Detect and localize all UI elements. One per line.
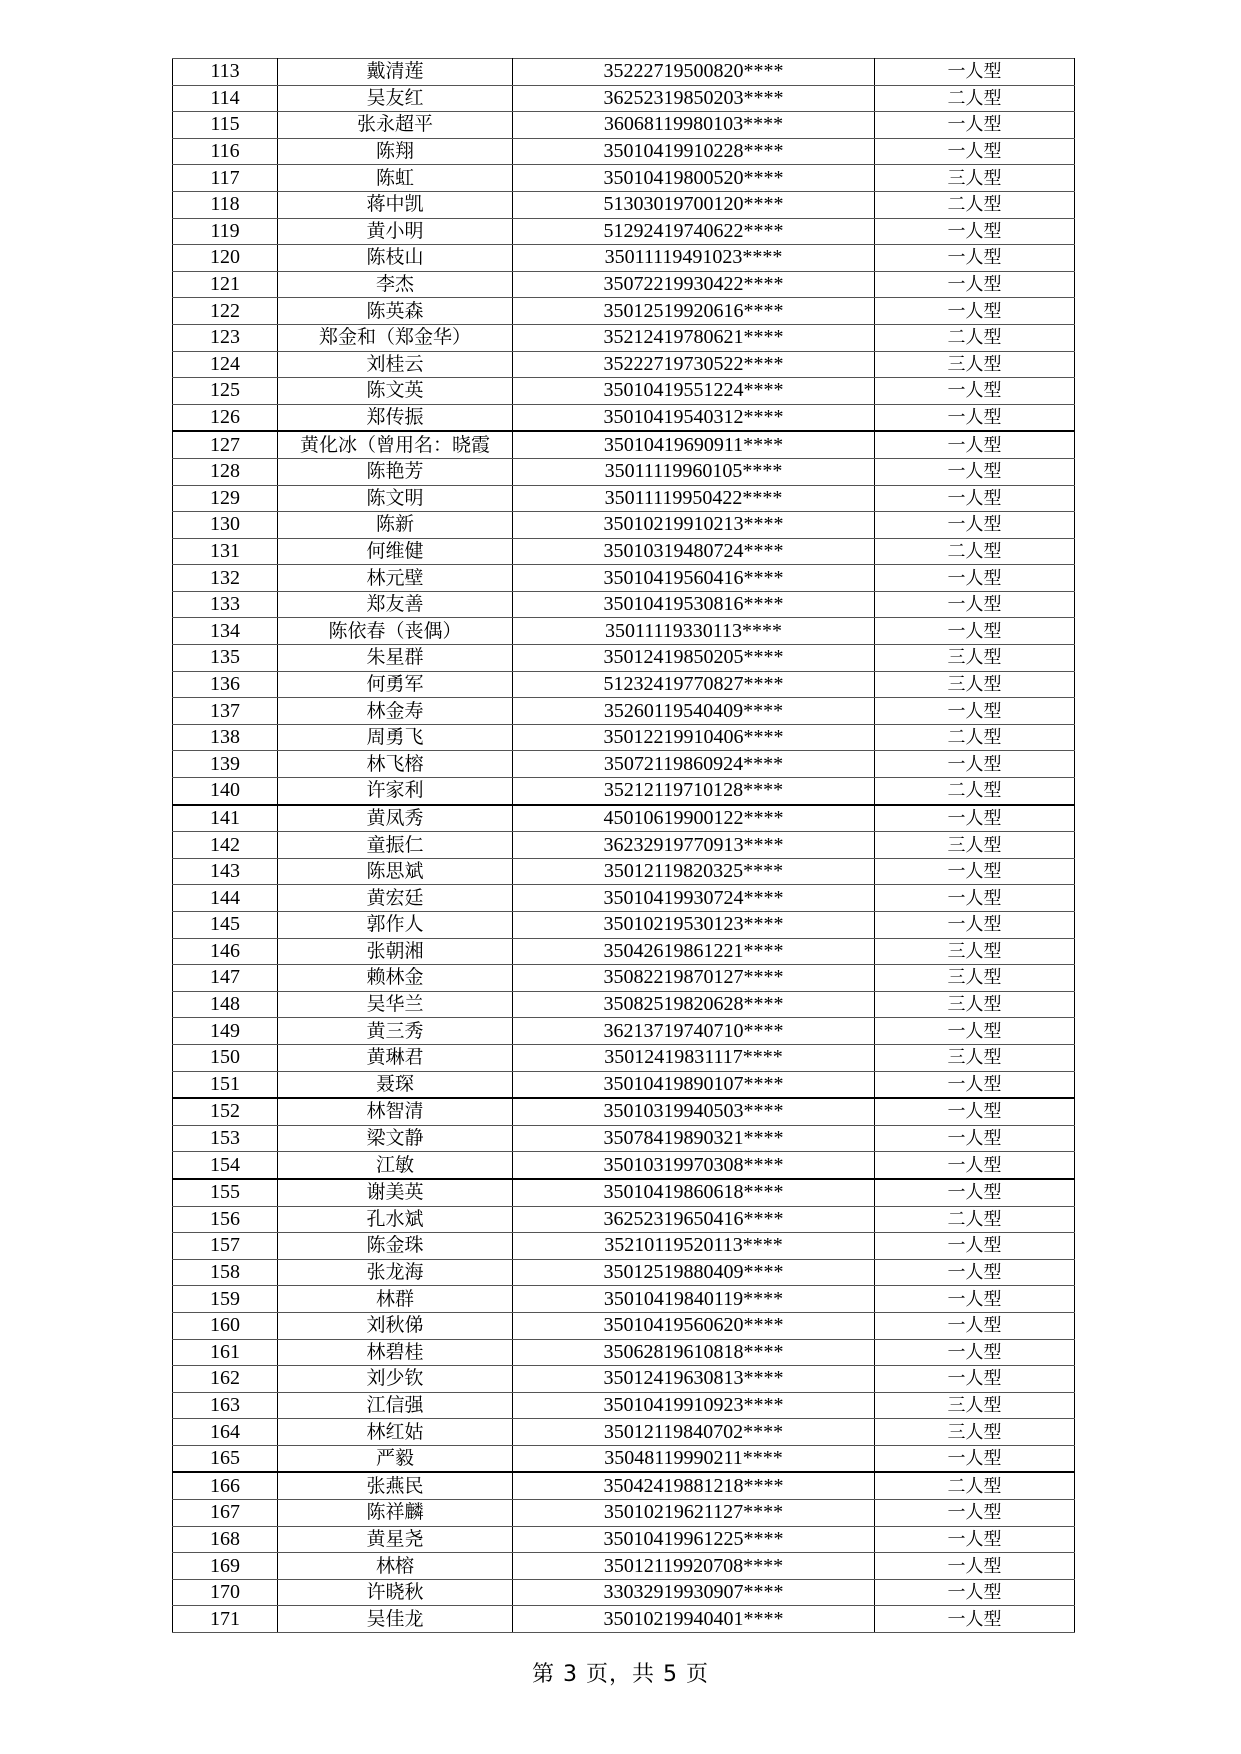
row-number-cell: 148	[173, 991, 278, 1018]
row-number-cell: 141	[173, 805, 278, 832]
table-row	[173, 1259, 1075, 1286]
table-row	[173, 778, 1075, 805]
household-type-cell: 一人型	[875, 1098, 1075, 1125]
household-type-cell: 一人型	[875, 112, 1075, 139]
household-type-cell: 三人型	[875, 1044, 1075, 1071]
row-number-cell: 170	[173, 1579, 278, 1606]
row-number-cell: 144	[173, 885, 278, 912]
name-cell: 林碧桂	[278, 1339, 513, 1366]
household-type-cell: 一人型	[875, 1366, 1075, 1393]
id-number-cell: 35012519880409****	[513, 1259, 875, 1286]
household-type-cell: 一人型	[875, 1339, 1075, 1366]
table-row	[173, 724, 1075, 751]
household-type-cell: 一人型	[875, 404, 1075, 431]
household-type-cell: 一人型	[875, 1500, 1075, 1527]
name-cell: 李杰	[278, 271, 513, 298]
row-number-cell: 129	[173, 485, 278, 512]
name-cell: 陈新	[278, 512, 513, 539]
name-cell: 林金寿	[278, 698, 513, 725]
household-type-cell: 一人型	[875, 1125, 1075, 1152]
name-cell: 张燕民	[278, 1472, 513, 1499]
name-cell: 陈艳芳	[278, 458, 513, 485]
table-row	[173, 1125, 1075, 1152]
row-number-cell: 153	[173, 1125, 278, 1152]
table-row	[173, 191, 1075, 218]
table-row	[173, 1366, 1075, 1393]
id-number-cell: 35012419831117****	[513, 1044, 875, 1071]
name-cell: 蒋中凯	[278, 191, 513, 218]
row-number-cell: 150	[173, 1044, 278, 1071]
household-type-cell: 一人型	[875, 1606, 1075, 1633]
name-cell: 郑金和（郑金华）	[278, 324, 513, 351]
name-cell: 郑传振	[278, 404, 513, 431]
id-number-cell: 35011119491023****	[513, 245, 875, 272]
row-number-cell: 158	[173, 1259, 278, 1286]
id-number-cell: 35012119840702****	[513, 1419, 875, 1446]
row-number-cell: 157	[173, 1233, 278, 1260]
id-number-cell: 36232919770913****	[513, 832, 875, 859]
row-number-cell: 134	[173, 618, 278, 645]
row-number-cell: 136	[173, 671, 278, 698]
row-number-cell: 152	[173, 1098, 278, 1125]
name-cell: 黄星尧	[278, 1526, 513, 1553]
name-cell: 江敏	[278, 1152, 513, 1179]
id-number-cell: 35048119990211****	[513, 1445, 875, 1472]
table-row	[173, 1553, 1075, 1580]
household-type-cell: 二人型	[875, 324, 1075, 351]
name-cell: 陈虹	[278, 165, 513, 192]
name-cell: 张永超平	[278, 112, 513, 139]
id-number-cell: 35011119960105****	[513, 458, 875, 485]
household-type-cell: 一人型	[875, 805, 1075, 832]
table-row	[173, 1044, 1075, 1071]
household-type-cell: 一人型	[875, 1553, 1075, 1580]
name-cell: 黄凤秀	[278, 805, 513, 832]
row-number-cell: 133	[173, 591, 278, 618]
household-type-cell: 一人型	[875, 59, 1075, 86]
table-row	[173, 1392, 1075, 1419]
table-row	[173, 1500, 1075, 1527]
table-row	[173, 112, 1075, 139]
name-cell: 林元壁	[278, 565, 513, 592]
row-number-cell: 161	[173, 1339, 278, 1366]
row-number-cell: 135	[173, 645, 278, 672]
name-cell: 何勇军	[278, 671, 513, 698]
table-row	[173, 938, 1075, 965]
table-row	[173, 991, 1075, 1018]
row-number-cell: 160	[173, 1312, 278, 1339]
table-row	[173, 85, 1075, 112]
row-number-cell: 155	[173, 1179, 278, 1206]
row-number-cell: 118	[173, 191, 278, 218]
name-cell: 许家利	[278, 778, 513, 805]
table-row	[173, 1018, 1075, 1045]
row-number-cell: 165	[173, 1445, 278, 1472]
table-row	[173, 298, 1075, 325]
row-number-cell: 147	[173, 965, 278, 992]
id-number-cell: 35010419551224****	[513, 378, 875, 405]
table-row	[173, 351, 1075, 378]
household-type-cell: 一人型	[875, 458, 1075, 485]
id-number-cell: 35062819610818****	[513, 1339, 875, 1366]
name-cell: 张龙海	[278, 1259, 513, 1286]
table-row	[173, 1098, 1075, 1125]
household-type-cell: 一人型	[875, 912, 1075, 939]
name-cell: 林智清	[278, 1098, 513, 1125]
id-number-cell: 35012219910406****	[513, 724, 875, 751]
household-type-cell: 二人型	[875, 85, 1075, 112]
id-number-cell: 35012119820325****	[513, 858, 875, 885]
row-number-cell: 171	[173, 1606, 278, 1633]
table-row	[173, 431, 1075, 458]
row-number-cell: 169	[173, 1553, 278, 1580]
name-cell: 黄小明	[278, 218, 513, 245]
id-number-cell: 35010419910228****	[513, 138, 875, 165]
id-number-cell: 51232419770827****	[513, 671, 875, 698]
household-type-cell: 一人型	[875, 1445, 1075, 1472]
id-number-cell: 33032919930907****	[513, 1579, 875, 1606]
id-number-cell: 35212419780621****	[513, 324, 875, 351]
id-number-cell: 35010419530816****	[513, 591, 875, 618]
household-type-cell: 三人型	[875, 671, 1075, 698]
name-cell: 周勇飞	[278, 724, 513, 751]
household-type-cell: 一人型	[875, 218, 1075, 245]
name-cell: 聂琛	[278, 1071, 513, 1098]
household-type-cell: 一人型	[875, 245, 1075, 272]
household-type-cell: 一人型	[875, 271, 1075, 298]
name-cell: 林群	[278, 1286, 513, 1313]
id-number-cell: 35010219910213****	[513, 512, 875, 539]
name-cell: 吴友红	[278, 85, 513, 112]
id-number-cell: 35222719730522****	[513, 351, 875, 378]
household-type-cell: 二人型	[875, 1206, 1075, 1233]
id-number-cell: 35222719500820****	[513, 59, 875, 86]
household-type-cell: 一人型	[875, 1259, 1075, 1286]
name-cell: 梁文静	[278, 1125, 513, 1152]
id-number-cell: 35010419910923****	[513, 1392, 875, 1419]
household-type-cell: 三人型	[875, 1392, 1075, 1419]
id-number-cell: 35012419850205****	[513, 645, 875, 672]
household-type-cell: 一人型	[875, 431, 1075, 458]
household-type-cell: 一人型	[875, 858, 1075, 885]
name-cell: 陈金珠	[278, 1233, 513, 1260]
name-cell: 黄宏廷	[278, 885, 513, 912]
row-number-cell: 164	[173, 1419, 278, 1446]
row-number-cell: 168	[173, 1526, 278, 1553]
id-number-cell: 35078419890321****	[513, 1125, 875, 1152]
table-row	[173, 1445, 1075, 1472]
household-type-cell: 三人型	[875, 645, 1075, 672]
name-cell: 陈翔	[278, 138, 513, 165]
row-number-cell: 122	[173, 298, 278, 325]
id-number-cell: 35012519920616****	[513, 298, 875, 325]
id-number-cell: 35010419690911****	[513, 431, 875, 458]
id-number-cell: 35010419540312****	[513, 404, 875, 431]
household-type-cell: 一人型	[875, 1579, 1075, 1606]
table-row	[173, 1152, 1075, 1179]
id-number-cell: 35012419630813****	[513, 1366, 875, 1393]
id-number-cell: 35082219870127****	[513, 965, 875, 992]
id-number-cell: 35010419560416****	[513, 565, 875, 592]
id-number-cell: 35012119920708****	[513, 1553, 875, 1580]
table-row	[173, 378, 1075, 405]
household-type-cell: 一人型	[875, 591, 1075, 618]
table-row	[173, 245, 1075, 272]
table-row	[173, 751, 1075, 778]
table-row	[173, 1206, 1075, 1233]
row-number-cell: 163	[173, 1392, 278, 1419]
id-number-cell: 35011119950422****	[513, 485, 875, 512]
row-number-cell: 121	[173, 271, 278, 298]
id-number-cell: 35082519820628****	[513, 991, 875, 1018]
name-cell: 童振仁	[278, 832, 513, 859]
table-row	[173, 458, 1075, 485]
name-cell: 陈祥麟	[278, 1500, 513, 1527]
household-type-cell: 一人型	[875, 1233, 1075, 1260]
row-number-cell: 167	[173, 1500, 278, 1527]
id-number-cell: 36068119980103****	[513, 112, 875, 139]
id-number-cell: 51292419740622****	[513, 218, 875, 245]
table-row	[173, 538, 1075, 565]
household-type-cell: 一人型	[875, 1071, 1075, 1098]
table-row	[173, 965, 1075, 992]
row-number-cell: 151	[173, 1071, 278, 1098]
row-number-cell: 127	[173, 431, 278, 458]
table-row	[173, 324, 1075, 351]
household-type-cell: 一人型	[875, 298, 1075, 325]
table-row	[173, 1071, 1075, 1098]
name-cell: 黄琳君	[278, 1044, 513, 1071]
household-type-cell: 三人型	[875, 991, 1075, 1018]
household-type-cell: 三人型	[875, 351, 1075, 378]
household-type-cell: 一人型	[875, 1152, 1075, 1179]
id-number-cell: 35260119540409****	[513, 698, 875, 725]
name-cell: 郑友善	[278, 591, 513, 618]
roster-table-body	[173, 59, 1075, 1633]
table-row	[173, 1339, 1075, 1366]
name-cell: 陈依春（丧偶）	[278, 618, 513, 645]
row-number-cell: 113	[173, 59, 278, 86]
id-number-cell: 36252319850203****	[513, 85, 875, 112]
id-number-cell: 35010219530123****	[513, 912, 875, 939]
row-number-cell: 142	[173, 832, 278, 859]
row-number-cell: 124	[173, 351, 278, 378]
name-cell: 严毅	[278, 1445, 513, 1472]
row-number-cell: 154	[173, 1152, 278, 1179]
id-number-cell: 35010219940401****	[513, 1606, 875, 1633]
name-cell: 林榕	[278, 1553, 513, 1580]
row-number-cell: 123	[173, 324, 278, 351]
table-row	[173, 1606, 1075, 1633]
table-row	[173, 1179, 1075, 1206]
row-number-cell: 146	[173, 938, 278, 965]
id-number-cell: 35042419881218****	[513, 1472, 875, 1499]
table-row	[173, 832, 1075, 859]
household-type-cell: 一人型	[875, 512, 1075, 539]
row-number-cell: 130	[173, 512, 278, 539]
id-number-cell: 35010419930724****	[513, 885, 875, 912]
row-number-cell: 125	[173, 378, 278, 405]
id-number-cell: 35010319970308****	[513, 1152, 875, 1179]
id-number-cell: 35010419560620****	[513, 1312, 875, 1339]
row-number-cell: 145	[173, 912, 278, 939]
household-type-cell: 一人型	[875, 138, 1075, 165]
row-number-cell: 115	[173, 112, 278, 139]
row-number-cell: 116	[173, 138, 278, 165]
table-row	[173, 671, 1075, 698]
household-type-cell: 一人型	[875, 1018, 1075, 1045]
id-number-cell: 35010419860618****	[513, 1179, 875, 1206]
row-number-cell: 120	[173, 245, 278, 272]
table-row	[173, 138, 1075, 165]
row-number-cell: 119	[173, 218, 278, 245]
household-type-cell: 二人型	[875, 724, 1075, 751]
table-row	[173, 485, 1075, 512]
table-row	[173, 1312, 1075, 1339]
table-row	[173, 618, 1075, 645]
id-number-cell: 35010419961225****	[513, 1526, 875, 1553]
table-row	[173, 1472, 1075, 1499]
table-row	[173, 1579, 1075, 1606]
id-number-cell: 35210119520113****	[513, 1233, 875, 1260]
id-number-cell: 35011119330113****	[513, 618, 875, 645]
household-type-cell: 二人型	[875, 1472, 1075, 1499]
table-row	[173, 512, 1075, 539]
row-number-cell: 143	[173, 858, 278, 885]
id-number-cell: 35010319480724****	[513, 538, 875, 565]
table-row	[173, 885, 1075, 912]
name-cell: 黄化冰（曾用名：晓霞	[278, 431, 513, 458]
household-type-cell: 一人型	[875, 1312, 1075, 1339]
name-cell: 郭作人	[278, 912, 513, 939]
name-cell: 吴佳龙	[278, 1606, 513, 1633]
household-type-cell: 一人型	[875, 378, 1075, 405]
name-cell: 江信强	[278, 1392, 513, 1419]
table-row	[173, 165, 1075, 192]
id-number-cell: 35010319940503****	[513, 1098, 875, 1125]
name-cell: 朱星群	[278, 645, 513, 672]
table-row	[173, 912, 1075, 939]
table-row	[173, 218, 1075, 245]
table-row	[173, 591, 1075, 618]
household-type-cell: 一人型	[875, 1526, 1075, 1553]
row-number-cell: 138	[173, 724, 278, 751]
table-row	[173, 858, 1075, 885]
table-row	[173, 1419, 1075, 1446]
household-type-cell: 一人型	[875, 485, 1075, 512]
name-cell: 刘少钦	[278, 1366, 513, 1393]
row-number-cell: 126	[173, 404, 278, 431]
name-cell: 许晓秋	[278, 1579, 513, 1606]
household-type-cell: 一人型	[875, 1286, 1075, 1313]
name-cell: 黄三秀	[278, 1018, 513, 1045]
id-number-cell: 35212119710128****	[513, 778, 875, 805]
row-number-cell: 128	[173, 458, 278, 485]
table-row	[173, 59, 1075, 86]
id-number-cell: 36213719740710****	[513, 1018, 875, 1045]
table-row	[173, 698, 1075, 725]
table-row	[173, 645, 1075, 672]
id-number-cell: 35072219930422****	[513, 271, 875, 298]
name-cell: 孔水斌	[278, 1206, 513, 1233]
id-number-cell: 35010419890107****	[513, 1071, 875, 1098]
id-number-cell: 45010619900122****	[513, 805, 875, 832]
household-type-cell: 二人型	[875, 538, 1075, 565]
name-cell: 陈文明	[278, 485, 513, 512]
table-row	[173, 565, 1075, 592]
table-row	[173, 805, 1075, 832]
household-type-cell: 三人型	[875, 832, 1075, 859]
name-cell: 陈英森	[278, 298, 513, 325]
id-number-cell: 35010419800520****	[513, 165, 875, 192]
id-number-cell: 35072119860924****	[513, 751, 875, 778]
name-cell: 陈文英	[278, 378, 513, 405]
household-type-cell: 一人型	[875, 698, 1075, 725]
table-row	[173, 1526, 1075, 1553]
row-number-cell: 156	[173, 1206, 278, 1233]
row-number-cell: 139	[173, 751, 278, 778]
household-type-cell: 一人型	[875, 565, 1075, 592]
name-cell: 刘桂云	[278, 351, 513, 378]
name-cell: 戴清莲	[278, 59, 513, 86]
row-number-cell: 114	[173, 85, 278, 112]
name-cell: 吴华兰	[278, 991, 513, 1018]
household-type-cell: 三人型	[875, 938, 1075, 965]
name-cell: 赖林金	[278, 965, 513, 992]
name-cell: 林飞榕	[278, 751, 513, 778]
household-type-cell: 二人型	[875, 191, 1075, 218]
id-number-cell: 36252319650416****	[513, 1206, 875, 1233]
household-type-cell: 三人型	[875, 965, 1075, 992]
id-number-cell: 35010219621127****	[513, 1500, 875, 1527]
id-number-cell: 35042619861221****	[513, 938, 875, 965]
table-row	[173, 1286, 1075, 1313]
row-number-cell: 159	[173, 1286, 278, 1313]
household-type-cell: 三人型	[875, 165, 1075, 192]
household-type-cell: 一人型	[875, 751, 1075, 778]
household-type-cell: 一人型	[875, 885, 1075, 912]
household-type-cell: 一人型	[875, 618, 1075, 645]
name-cell: 张朝湘	[278, 938, 513, 965]
name-cell: 何维健	[278, 538, 513, 565]
row-number-cell: 149	[173, 1018, 278, 1045]
roster-table	[172, 58, 1075, 1633]
row-number-cell: 166	[173, 1472, 278, 1499]
table-row	[173, 1233, 1075, 1260]
row-number-cell: 131	[173, 538, 278, 565]
row-number-cell: 137	[173, 698, 278, 725]
row-number-cell: 140	[173, 778, 278, 805]
id-number-cell: 51303019700120****	[513, 191, 875, 218]
household-type-cell: 一人型	[875, 1179, 1075, 1206]
name-cell: 谢美英	[278, 1179, 513, 1206]
name-cell: 刘秋俤	[278, 1312, 513, 1339]
row-number-cell: 117	[173, 165, 278, 192]
name-cell: 林红姑	[278, 1419, 513, 1446]
household-type-cell: 二人型	[875, 778, 1075, 805]
row-number-cell: 132	[173, 565, 278, 592]
page-number-footer: 第 3 页，共 5 页	[532, 1662, 709, 1687]
row-number-cell: 162	[173, 1366, 278, 1393]
table-row	[173, 404, 1075, 431]
household-type-cell: 三人型	[875, 1419, 1075, 1446]
name-cell: 陈枝山	[278, 245, 513, 272]
table-row	[173, 271, 1075, 298]
id-number-cell: 35010419840119****	[513, 1286, 875, 1313]
name-cell: 陈思斌	[278, 858, 513, 885]
